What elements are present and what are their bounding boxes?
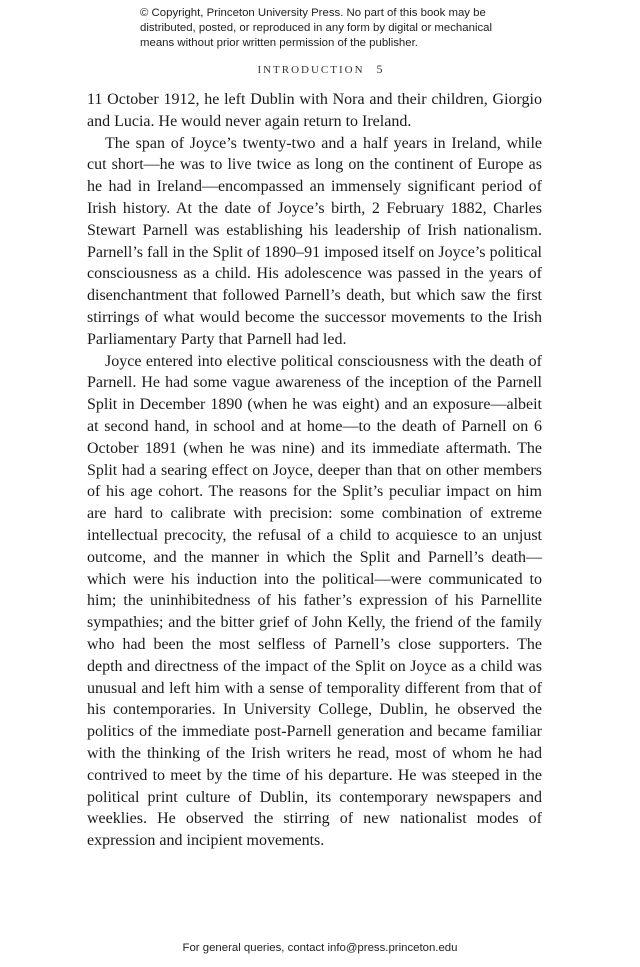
running-head bbox=[0, 62, 640, 77]
copyright-line: © Copyright, Princeton University Press. No part of this book may be bbox=[140, 7, 486, 19]
paragraph: The span of Joyce’s twenty-two and a half years in Ireland, while cut short—he was to live twice as long on the continent of Europe as he had in Ireland—encompassed an immensely significant period of Irish history. At the date of Joyce’s birth, 2 February 1882, Charles Stewart Parnell was establishing his leadership of Irish nationalism. Parnell’s fall in the Split of 1890–91 imposed itself on Joyce’s political consciousness as a child. His adolescence was passed in the years of disenchantment that followed Parnell’s death, but which saw the first stirrings of what would become the successor movements to the Irish Parliamentary Party that Parnell had led. bbox=[87, 134, 542, 348]
body-text bbox=[87, 89, 542, 852]
copyright-notice bbox=[140, 6, 520, 51]
paragraph: Joyce entered into elective political consciousness with the death of Parnell. He had some vague awareness of the inception of the Parnell Split in December 1890 (when he was eight) and an exposure—albeit at second hand, in school and at home—to the death of Parnell on 6 October 1891 (when he was nine) and its immediate aftermath. The Split had a searing effect on Joyce, deeper than that on other members of his age cohort. The reasons for the Split’s peculiar impact on him are hard to calibrate with precision: some combination of extreme intellectual precocity, the refusal of a child to acquiesce to an unjust outcome, and the manner in which the Split and Parnell’s death—which were his induction into the political—were communicated to him; the uninhibitedness of his father’s expression of his Parnellite sympathies; and the bitter grief of John Kelly, the friend of the family who had been the most selfless of Parnell’s close supporters. The depth and directness of the impact of the Split on Joyce as a child was unusual and left him with a sense of temporality different from that of his contemporaries. In University College, Dublin, he observed the politics of the immediate post-Parnell generation and became familiar with the thinking of the Irish writers he read, most of whom he had contrived to meet by the time of his departure. He was steeped in the political print culture of Dublin, its contemporary newspapers and weeklies. He observed the stirring of new nationalist modes of expression and incipient movements. bbox=[87, 352, 542, 850]
paragraph: 11 October 1912, he left Dublin with Nora and their children, Giorgio and Lucia. He would never again return to Ireland. bbox=[87, 91, 542, 130]
running-head-title: INTRODUCTION bbox=[257, 64, 365, 76]
copyright-line: distributed, posted, or reproduced in any form by digital or mechanical bbox=[140, 22, 493, 34]
footer-contact: For general queries, contact info@press.princeton.edu bbox=[182, 942, 458, 954]
copyright-line: means without prior written permission of the publisher. bbox=[140, 37, 418, 49]
page-number: 5 bbox=[376, 62, 383, 76]
